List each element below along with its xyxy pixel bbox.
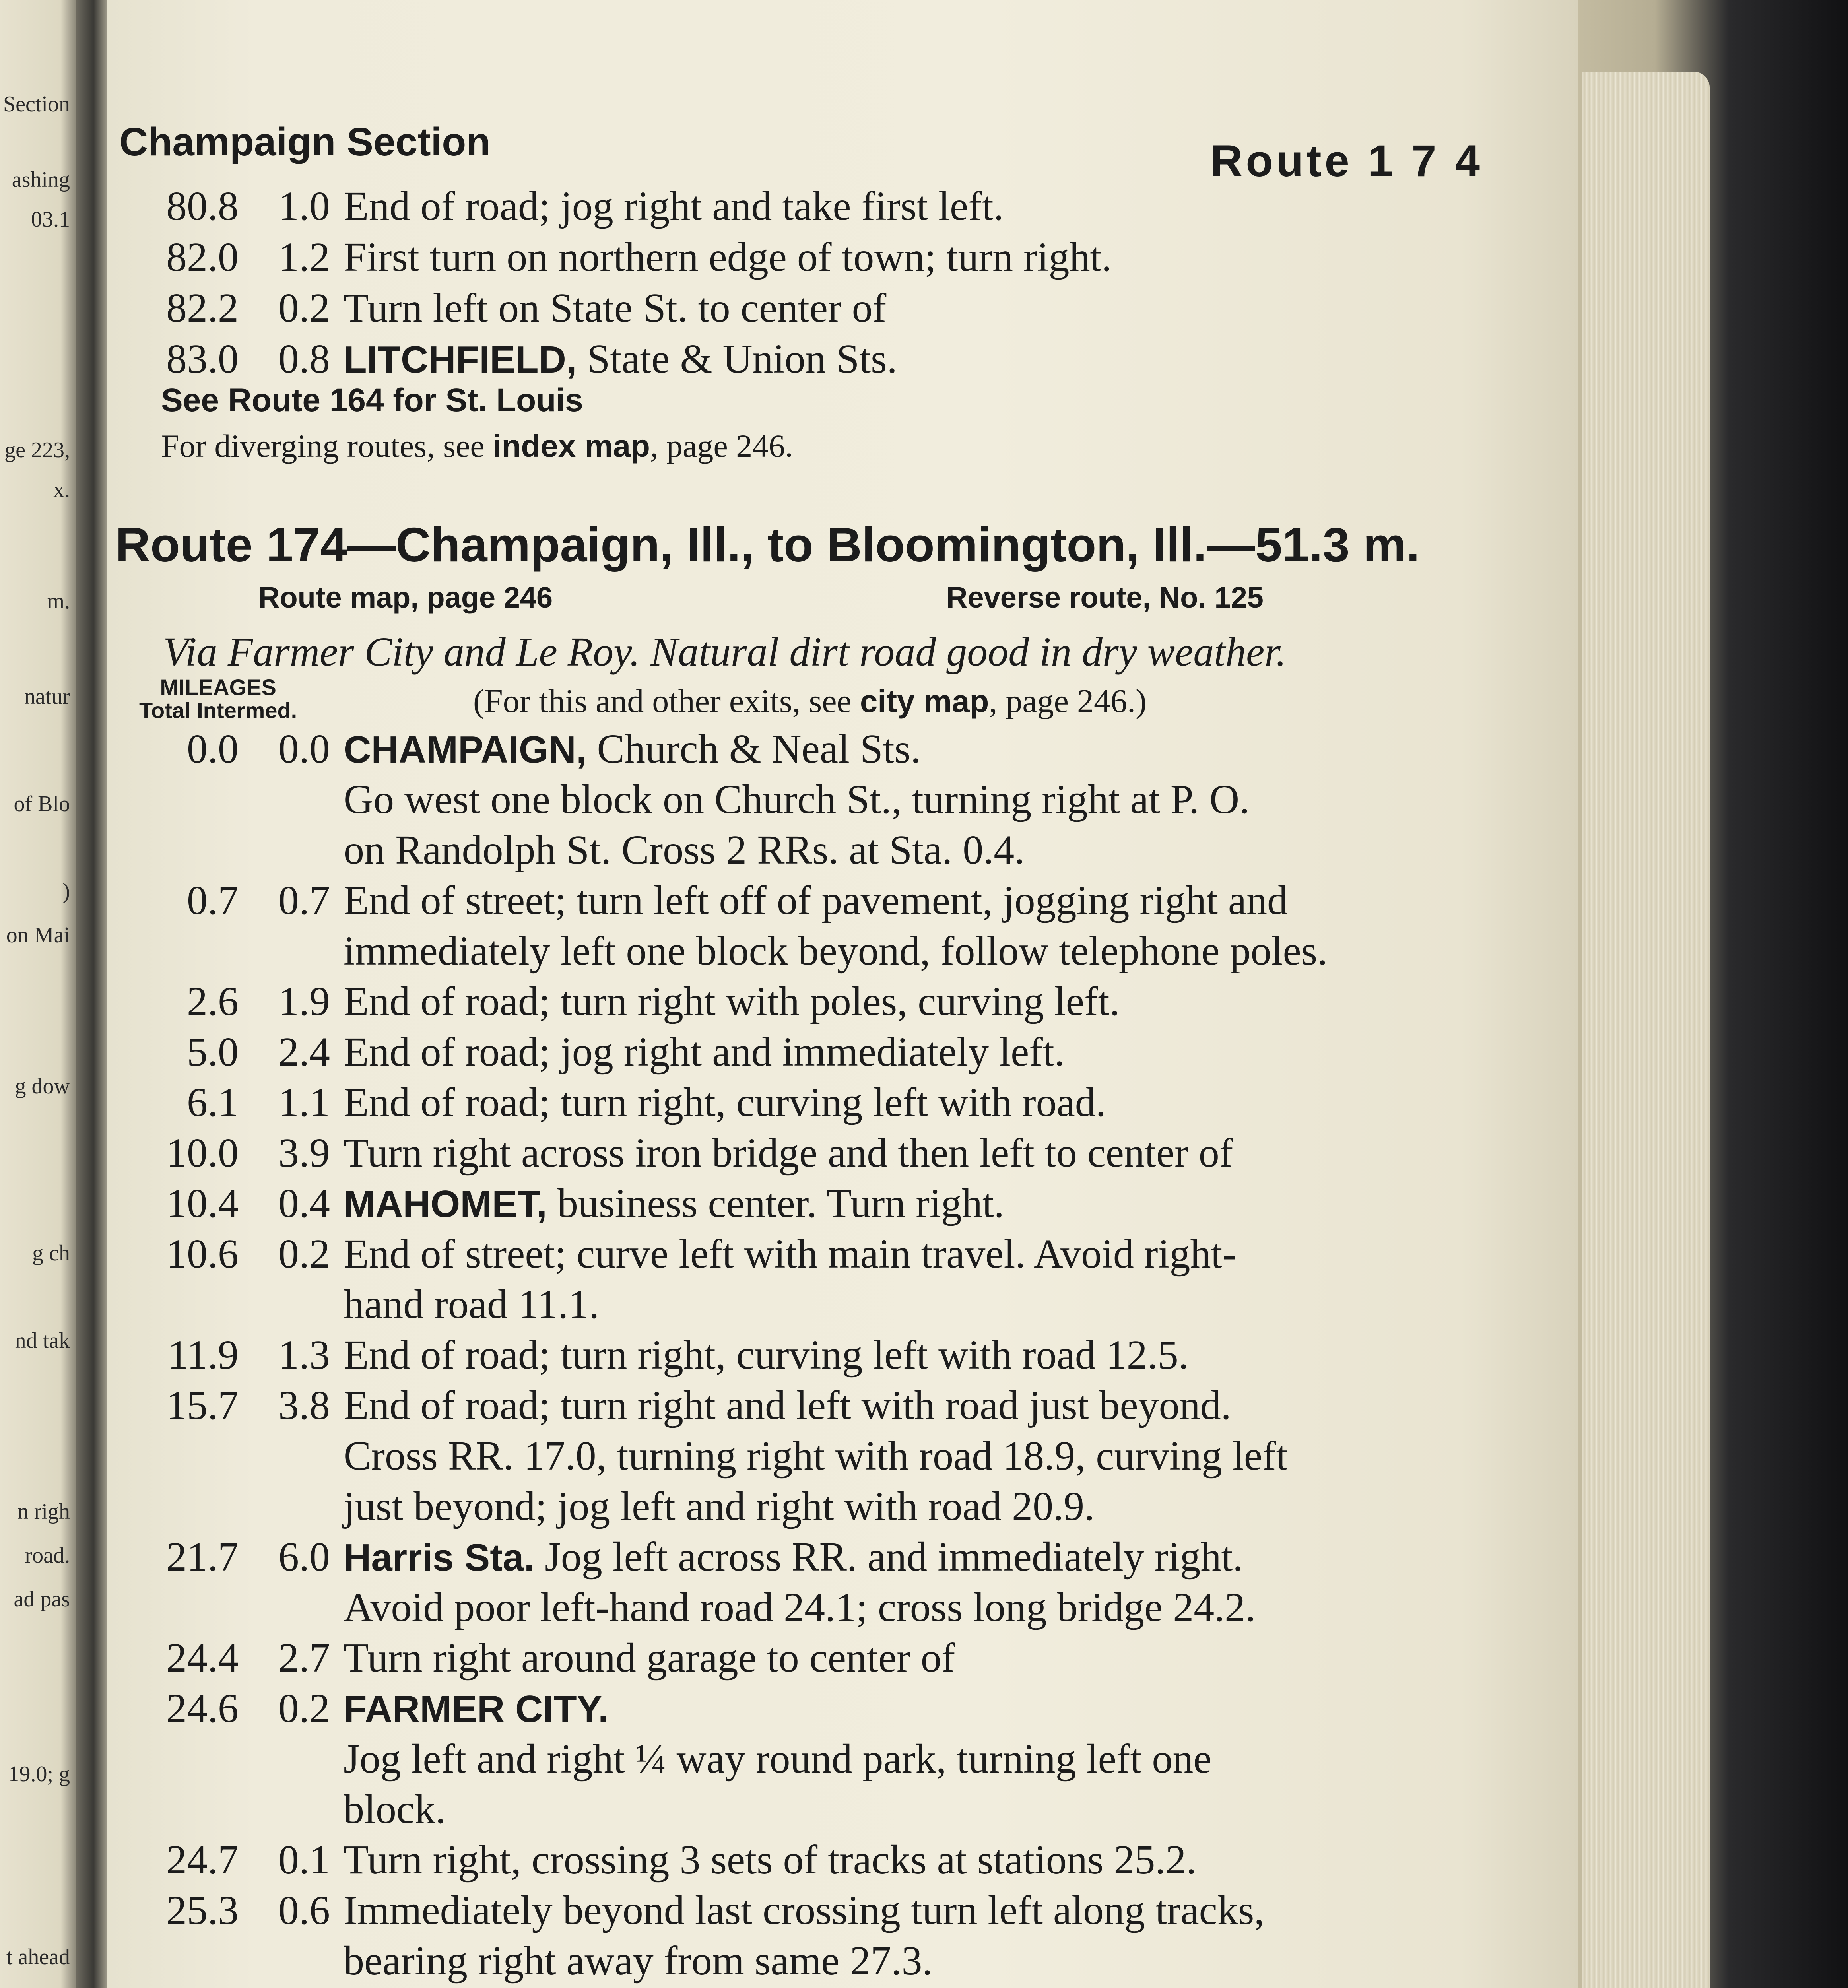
total-mileage: 24.7 <box>166 1837 239 1883</box>
route-title: Route 174—Champaign, Ill., to Bloomington, Ill.—51.3 m. <box>115 518 1420 572</box>
total-mileage: 10.6 <box>166 1231 239 1277</box>
direction-continuation: just beyond; jog left and right with road 20.9. <box>344 1483 1095 1529</box>
route-number-header: Route 1 7 4 <box>1210 136 1483 186</box>
total-mileage: 6.1 <box>187 1079 239 1125</box>
left-page-fragment: g dow <box>15 1074 70 1099</box>
total-mileage: 5.0 <box>187 1029 239 1075</box>
total-mileage: 24.4 <box>166 1635 239 1681</box>
see-route-note: See Route 164 for St. Louis <box>161 382 583 418</box>
direction-row <box>135 1128 1233 1178</box>
intermediate-mileage: 2.4 <box>278 1029 330 1075</box>
total-mileage: 21.7 <box>166 1534 239 1580</box>
left-page-fragment: nd tak <box>15 1328 70 1353</box>
intermediate-mileage: 0.2 <box>278 1685 330 1731</box>
direction-text: End of road; jog right and immediately left. <box>344 1029 1065 1075</box>
direction-text: LITCHFIELD, State & Union Sts. <box>344 336 897 382</box>
direction-text: End of road; turn right and left with road just beyond. <box>344 1382 1231 1428</box>
place-name: LITCHFIELD, <box>344 338 577 381</box>
left-page-fragment: g ch <box>32 1241 70 1266</box>
direction-row <box>135 1330 1189 1380</box>
intermediate-mileage: 1.3 <box>278 1332 330 1378</box>
left-page-fragment: m. <box>47 589 70 613</box>
direction-text: End of road; turn right, curving left with road 12.5. <box>344 1332 1189 1378</box>
direction-continuation: immediately left one block beyond, follow telephone poles. <box>344 928 1328 974</box>
intermediate-mileage: 3.8 <box>278 1382 330 1428</box>
place-name: MAHOMET, <box>344 1183 547 1225</box>
total-mileage: 24.6 <box>166 1685 239 1731</box>
total-mileage: 80.8 <box>166 183 239 229</box>
direction-text <box>344 1986 703 1988</box>
total-mileage: 25.3 <box>166 1887 239 1933</box>
direction-text: Turn right, crossing 3 sets of tracks at stations 25.2. <box>344 1837 1197 1883</box>
intermediate-mileage: 1.2 <box>278 234 330 280</box>
direction-continuation: Cross RR. 17.0, turning right with road 18.9, curving left <box>344 1433 1288 1479</box>
direction-text: Harris Sta. Jog left across RR. and immediately right. <box>344 1534 1243 1580</box>
left-page-fragment: ad pas <box>14 1587 70 1611</box>
bold-term: Harris Sta. <box>344 1536 535 1579</box>
direction-row <box>135 1986 703 1988</box>
direction-text <box>344 1683 609 1735</box>
intermediate-mileage: 0.0 <box>278 726 330 772</box>
mileages-column-header: MILEAGES Total Intermed. <box>139 675 297 723</box>
direction-continuation: Jog left and right ¼ way round park, turning left one <box>344 1736 1212 1782</box>
direction-row <box>135 232 1112 283</box>
direction-continuation: bearing right away from same 27.3. <box>344 1938 933 1984</box>
left-page-fragment: of Blo <box>14 792 70 816</box>
direction-continuation: Avoid poor left-hand road 24.1; cross long bridge 24.2. <box>344 1584 1256 1630</box>
direction-row <box>135 1077 1106 1128</box>
book-page <box>107 0 1578 1988</box>
intermediate-mileage: 3.9 <box>278 1130 330 1176</box>
left-page-fragment: 03.1 <box>31 207 70 232</box>
total-mileage <box>135 1986 239 1988</box>
direction-text: Immediately beyond last crossing turn left along tracks, <box>344 1887 1265 1933</box>
left-page-fragment: ashing <box>12 167 70 192</box>
left-page-fragment: Section <box>3 92 70 116</box>
page-edges <box>1582 72 1710 1988</box>
left-page-fragment: t ahead <box>6 1945 70 1969</box>
left-page-fragment: x. <box>53 478 70 502</box>
intermediate-mileage: 1.0 <box>278 183 330 229</box>
direction-text: Turn right around garage to center of <box>344 1635 955 1681</box>
left-facing-page <box>0 0 76 1988</box>
total-mileage: 10.4 <box>166 1180 239 1226</box>
diverging-routes-note: For diverging routes, see index map, page 246. <box>161 428 793 464</box>
direction-row <box>135 1532 1243 1582</box>
intermediate-mileage: 1.1 <box>278 1079 330 1125</box>
intermediate-mileage: 0.2 <box>278 1231 330 1277</box>
direction-text: End of road; jog right and take first left. <box>344 183 1004 229</box>
direction-row <box>135 875 1288 926</box>
intermediate-mileage: 2.7 <box>278 1635 330 1681</box>
direction-text: Turn left on State St. to center of <box>344 285 887 331</box>
exits-note: (For this and other exits, see city map, page 246.) <box>473 683 1147 720</box>
direction-continuation: Go west one block on Church St., turning right at P. O. <box>344 777 1250 822</box>
direction-text: MAHOMET, business center. Turn right. <box>344 1180 1004 1226</box>
direction-text: End of street; turn left off of pavement, jogging right and <box>344 878 1288 923</box>
section-title: Champaign Section <box>119 120 491 164</box>
left-page-fragment: n righ <box>17 1499 70 1524</box>
direction-row <box>135 1229 1236 1279</box>
direction-text: Turn right across iron bridge and then left to center of <box>344 1130 1233 1176</box>
left-page-fragment: ) <box>62 879 70 904</box>
direction-text: End of road; turn right with poles, curving left. <box>344 978 1120 1024</box>
total-mileage: 10.0 <box>166 1130 239 1176</box>
direction-text: End of road; turn right, curving left with road. <box>344 1079 1106 1125</box>
left-page-fragment: ge 223, <box>4 438 70 462</box>
direction-continuation: hand road 11.1. <box>344 1281 600 1327</box>
direction-row <box>135 1835 1196 1885</box>
total-mileage: 15.7 <box>166 1382 239 1428</box>
direction-row <box>135 283 886 334</box>
total-mileage: 11.9 <box>167 1332 239 1378</box>
intermediate-mileage: 0.4 <box>278 1180 330 1226</box>
place-name: FARMER CITY. <box>344 1688 609 1730</box>
total-mileage: 83.0 <box>166 336 239 382</box>
direction-row <box>135 334 897 384</box>
left-page-fragment: natur <box>24 684 70 709</box>
total-mileage: 0.7 <box>187 878 239 923</box>
intermediate-mileage: 0.7 <box>278 878 330 923</box>
total-mileage: 2.6 <box>187 978 239 1024</box>
direction-row <box>135 1380 1231 1431</box>
left-page-fragment: road. <box>25 1543 70 1568</box>
route-map-ref: Route map, page 246 <box>258 581 553 614</box>
route-via-description: Via Farmer City and Le Roy. Natural dirt road good in dry weather. <box>163 629 1287 675</box>
direction-row <box>135 181 1004 232</box>
total-mileage: 82.0 <box>166 234 239 280</box>
direction-row <box>135 1633 955 1683</box>
total-mileage: 82.2 <box>166 285 239 331</box>
direction-continuation: on Randolph St. Cross 2 RRs. at Sta. 0.4. <box>344 827 1025 873</box>
left-page-fragment: 19.0; g <box>8 1762 70 1786</box>
intermediate-mileage <box>239 1986 330 1988</box>
intermediate-mileage: 6.0 <box>278 1534 330 1580</box>
reverse-route-ref: Reverse route, No. 125 <box>946 581 1264 614</box>
intermediate-mileage: 0.6 <box>278 1887 330 1933</box>
intermediate-mileage: 0.2 <box>278 285 330 331</box>
direction-text: CHAMPAIGN, Church & Neal Sts. <box>344 726 921 772</box>
direction-text: First turn on northern edge of town; turn right. <box>344 234 1112 280</box>
intermediate-mileage: 0.1 <box>278 1837 330 1883</box>
total-mileage: 0.0 <box>187 726 239 772</box>
direction-continuation: block. <box>344 1786 446 1832</box>
left-page-fragment: on Mai <box>6 923 70 947</box>
direction-row <box>135 976 1120 1027</box>
place-name: CHAMPAIGN, <box>344 728 587 771</box>
intermediate-mileage: 0.8 <box>278 336 330 382</box>
book-gutter <box>76 0 111 1988</box>
direction-row <box>135 724 921 775</box>
direction-row <box>135 1885 1264 1936</box>
intermediate-mileage: 1.9 <box>278 978 330 1024</box>
direction-row <box>135 1178 1004 1229</box>
direction-row <box>135 1027 1065 1077</box>
direction-row <box>135 1683 609 1734</box>
direction-text: End of street; curve left with main travel. Avoid right- <box>344 1231 1236 1277</box>
